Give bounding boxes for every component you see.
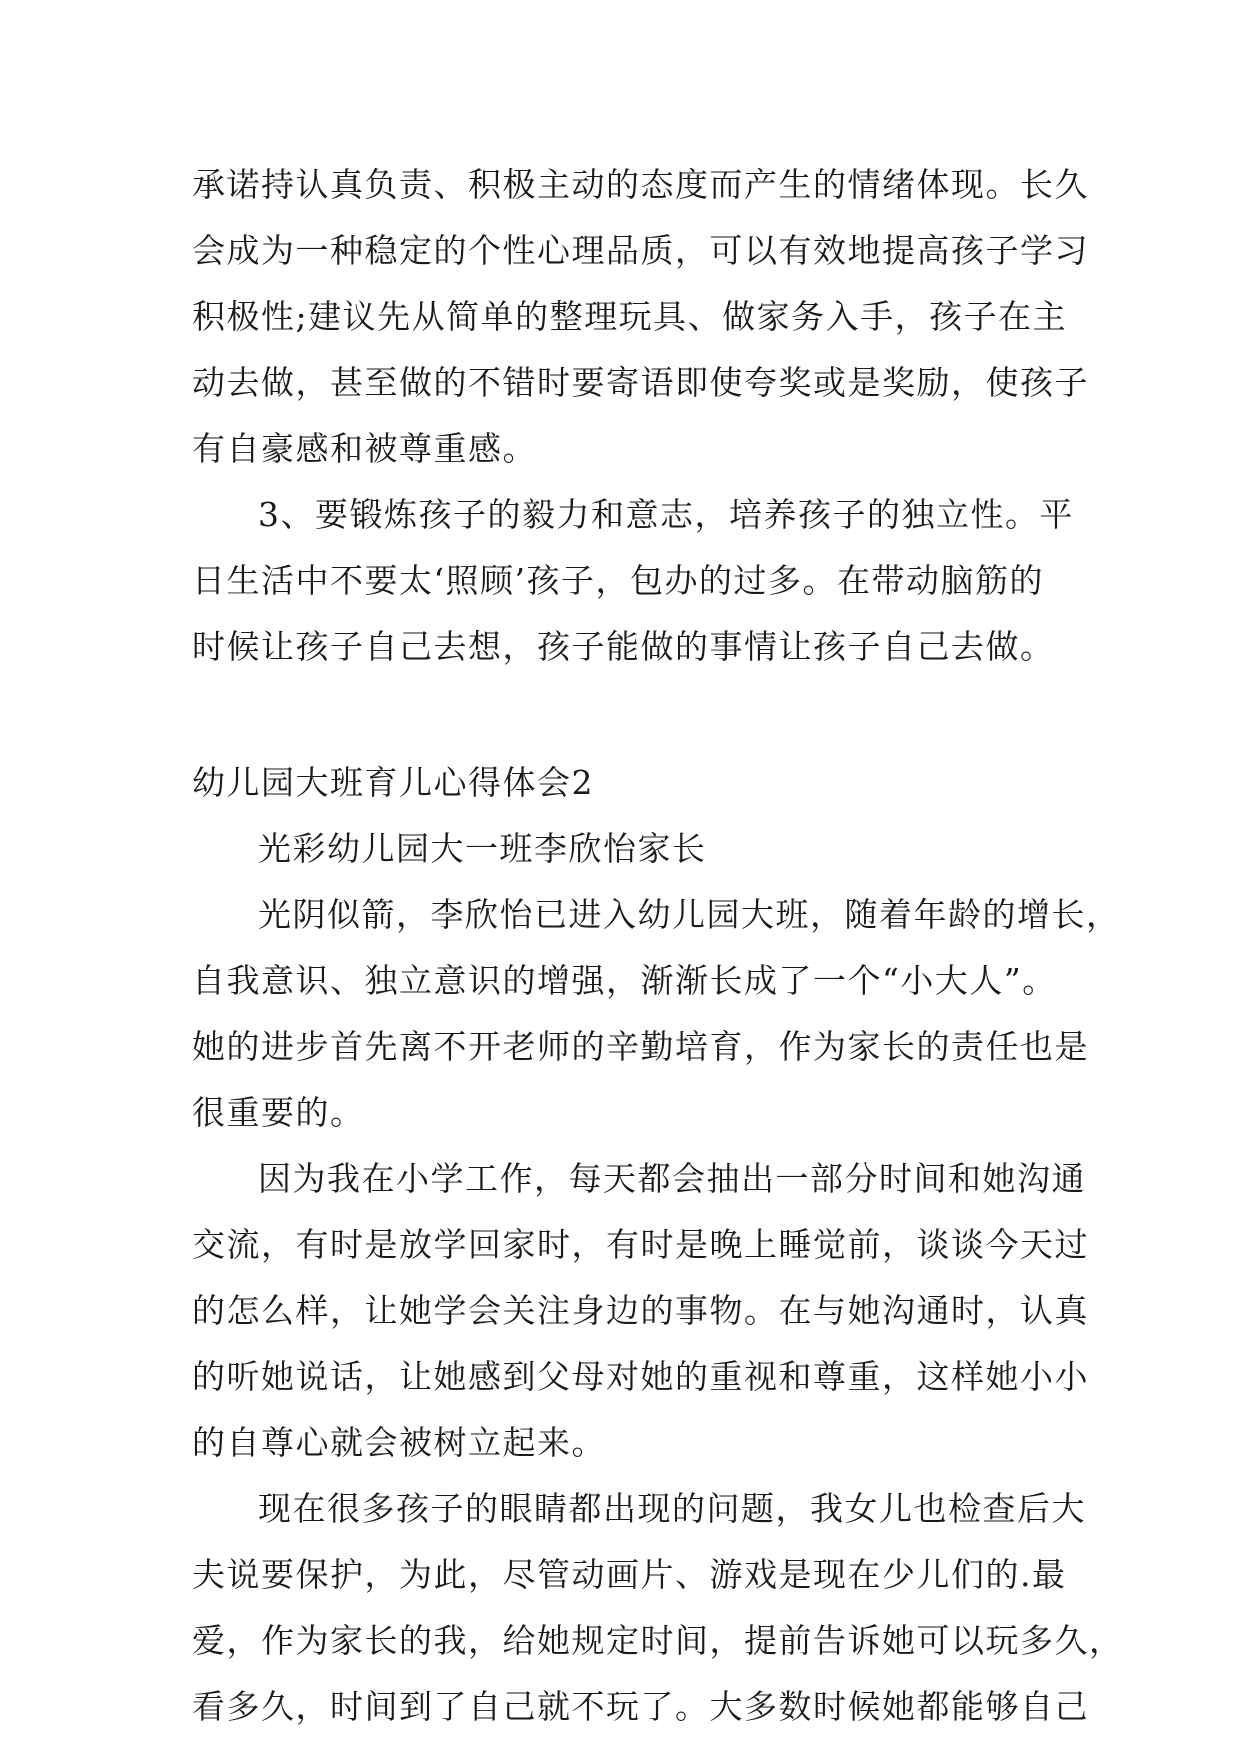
text-line: 的自尊心就会被树立起来。	[192, 1423, 606, 1462]
text-line: 的听她说话，让她感到父母对她的重视和尊重，这样她小小	[192, 1357, 1089, 1396]
document-page	[192, 152, 1124, 1740]
paragraph-point-3	[192, 482, 1074, 680]
section-gap	[192, 680, 1052, 750]
text-line: 3、要锻炼孩子的毅力和意志，培养孩子的独立性。平	[258, 495, 1074, 534]
text-line: 日生活中不要太‘照顾’孩子，包办的过多。在带动脑筋的	[192, 561, 1044, 600]
text-line: 她的进步首先离不开老师的辛勤培育，作为家长的责任也是	[192, 1027, 1089, 1066]
paragraph-continuation	[192, 152, 1089, 482]
text-line: 爱，作为家长的我，给她规定时间，提前告诉她可以玩多久，	[192, 1621, 1124, 1660]
paragraph-1	[192, 882, 1121, 1146]
section-title: 幼儿园大班育儿心得体会2	[192, 763, 594, 802]
paragraph-3	[192, 1476, 1124, 1740]
text-line: 动去做，甚至做的不错时要寄语即使夸奖或是奖励，使孩子	[192, 363, 1089, 402]
paragraph-2	[192, 1146, 1089, 1476]
text-line: 承诺持认真负责、积极主动的态度而产生的情绪体现。长久	[192, 165, 1089, 204]
text-line: 交流，有时是放学回家时，有时是晚上睡觉前，谈谈今天过	[192, 1225, 1089, 1264]
text-line: 积极性;建议先从简单的整理玩具、做家务入手，孩子在主	[192, 297, 1068, 336]
text-line: 光阴似箭，李欣怡已进入幼儿园大班，随着年龄的增长，	[258, 895, 1121, 934]
text-line: 现在很多孩子的眼睛都出现的问题，我女儿也检查后大	[258, 1489, 1086, 1528]
text-line: 有自豪感和被尊重感。	[192, 429, 537, 468]
text-line: 因为我在小学工作，每天都会抽出一部分时间和她沟通	[258, 1159, 1086, 1198]
text-line: 很重要的。	[192, 1093, 365, 1132]
text-line: 看多久，时间到了自己就不玩了。大多数时候她都能够自己	[192, 1687, 1089, 1726]
text-line: 自我意识、独立意识的增强，渐渐长成了一个“小大人”。	[192, 961, 1057, 1000]
text-line: 的怎么样，让她学会关注身边的事物。在与她沟通时，认真	[192, 1291, 1089, 1330]
text-line: 会成为一种稳定的个性心理品质，可以有效地提高孩子学习	[192, 231, 1089, 270]
text-line: 夫说要保护，为此，尽管动画片、游戏是现在少儿们的.最	[192, 1555, 1067, 1594]
author-line: 光彩幼儿园大一班李欣怡家长	[258, 829, 707, 868]
text-line: 时候让孩子自己去想，孩子能做的事情让孩子自己去做。	[192, 627, 1055, 666]
